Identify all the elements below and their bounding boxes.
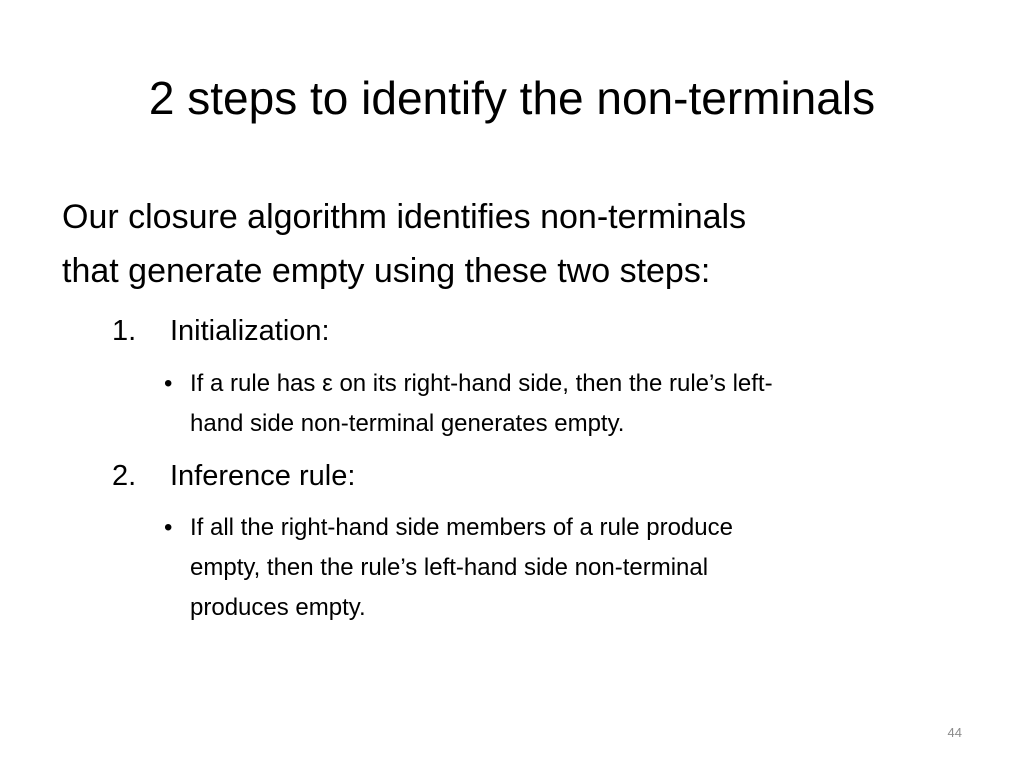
slide-title: 2 steps to identify the non-terminals: [148, 72, 876, 124]
page-number: 44: [947, 725, 962, 740]
bullet-line-1: If all the right-hand side members of a rule produce: [190, 514, 733, 541]
bullet-line-3: produces empty.: [190, 594, 366, 621]
bullet-icon: •: [164, 514, 173, 541]
step-label: Initialization:: [170, 315, 330, 347]
intro-line-2: that generate empty using these two steps:: [62, 252, 711, 290]
bullet-line-1: If a rule has ε on its right-hand side, then the rule’s left-: [190, 370, 773, 397]
step-number: 1.: [112, 315, 137, 347]
bullet-line-2: hand side non-terminal generates empty.: [190, 410, 625, 437]
intro-line-1: Our closure algorithm identifies non-terminals: [62, 198, 747, 236]
initialization-bullet: [164, 364, 964, 444]
step-initialization: [112, 311, 330, 351]
intro-text: [62, 190, 962, 298]
step-number: 2.: [112, 460, 137, 492]
bullet-line-2: empty, then the rule’s left-hand side non-terminal: [190, 554, 709, 581]
inference-bullet: [164, 508, 964, 628]
bullet-icon: •: [164, 370, 173, 397]
step-label: Inference rule:: [170, 460, 356, 492]
step-inference-rule: [112, 456, 355, 496]
